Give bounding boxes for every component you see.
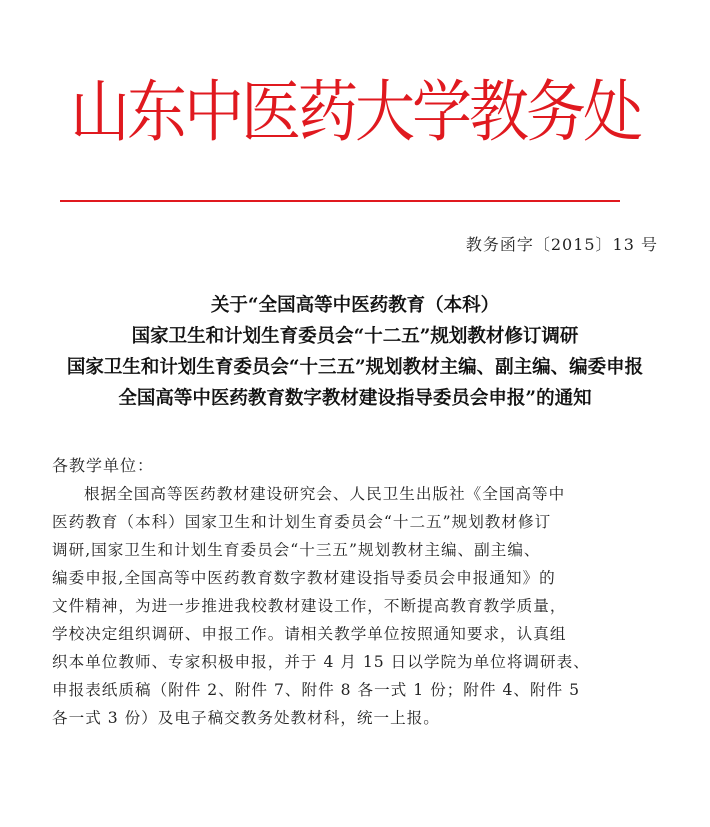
body-line: 医药教育（本科）国家卫生和计划生育委员会“十二五”规划教材修订 bbox=[52, 513, 552, 531]
title-line: 国家卫生和计划生育委员会“十二五”规划教材修订调研 bbox=[131, 326, 579, 347]
body-line: 学校决定组织调研、申报工作。请相关教学单位按照通知要求，认真组 bbox=[52, 625, 567, 643]
document-masthead: 山东中医药大学教务处 bbox=[70, 73, 640, 152]
title-line: 关于“全国高等中医药教育（本科） bbox=[210, 295, 500, 316]
notice-title bbox=[0, 290, 710, 414]
body-line: 织本单位教师、专家积极申报，并于 4 月 15 日以学院为单位将调研表、 bbox=[52, 653, 590, 671]
body-line: 申报表纸质稿（附件 2、附件 7、附件 8 各一式 1 份；附件 4、附件 5 bbox=[52, 681, 581, 699]
body-line: 文件精神，为进一步推进我校教材建设工作，不断提高教育教学质量， bbox=[52, 597, 567, 615]
masthead-divider bbox=[60, 200, 620, 202]
document-number: 教务函字〔2015〕13 号 bbox=[465, 235, 658, 254]
body-line: 编委申报,全国高等中医药教育数字教材建设指导委员会申报通知》的 bbox=[52, 569, 556, 587]
title-line: 国家卫生和计划生育委员会“十三五”规划教材主编、副主编、编委申报 bbox=[66, 357, 644, 378]
salutation: 各教学单位： bbox=[52, 456, 155, 475]
title-line: 全国高等中医药教育数字教材建设指导委员会申报”的通知 bbox=[118, 388, 592, 409]
body-line: 调研,国家卫生和计划生育委员会“十三五”规划教材主编、副主编、 bbox=[52, 541, 541, 559]
body-line: 根据全国高等医药教材建设研究会、人民卫生出版社《全国高等中 bbox=[84, 485, 566, 503]
body-line: 各一式 3 份）及电子稿交教务处教材科，统一上报。 bbox=[52, 709, 440, 727]
notice-body bbox=[52, 480, 664, 732]
